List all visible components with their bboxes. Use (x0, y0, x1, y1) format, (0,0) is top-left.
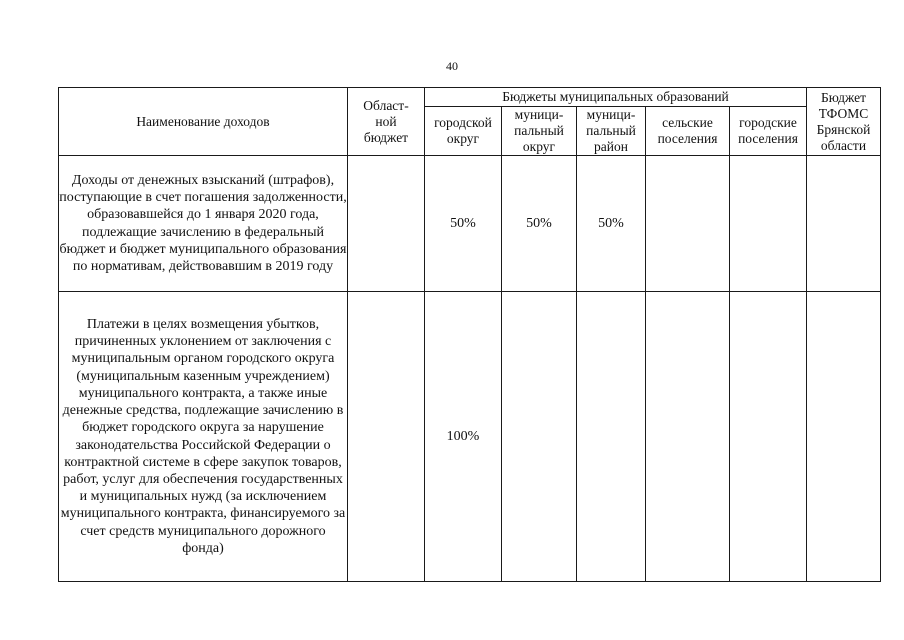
regional-value-cell (348, 292, 425, 582)
header-municipal-area: муници- пальный район (577, 107, 646, 156)
header-municipal-district: муници- пальный округ (502, 107, 577, 156)
urban-settlements-value-cell (730, 292, 807, 582)
page-number: 40 (446, 59, 458, 73)
header-tfoms-budget: Бюджет ТФОМС Брянской области (807, 88, 881, 156)
municipal-district-value-cell: 50% (502, 156, 577, 292)
municipal-area-value-cell: 50% (577, 156, 646, 292)
header-revenue-name: Наименование доходов (59, 88, 348, 156)
urban-settlements-value-cell (730, 156, 807, 292)
header-rural-settlements: сельские поселения (646, 107, 730, 156)
header-city-district: городской округ (425, 107, 502, 156)
regional-value-cell (348, 156, 425, 292)
rural-settlements-value-cell (646, 292, 730, 582)
table-row (59, 156, 881, 292)
header-regional-budget: Област- ной бюджет (348, 88, 425, 156)
header-urban-settlements: городские поселения (730, 107, 807, 156)
rural-settlements-value-cell (646, 156, 730, 292)
city-district-value-cell: 50% (425, 156, 502, 292)
city-district-value-cell: 100% (425, 292, 502, 582)
revenue-name-cell: Доходы от денежных взысканий (штрафов), поступающие в счет погашения задолженности, образовавшейся до 1 января 2020 года, подлежащие зачислению в федеральный бюджет и бюджет муниципального образования по нормативам, действовавшим в 2019 году (59, 156, 348, 292)
table-row (59, 292, 881, 582)
tfoms-value-cell (807, 292, 881, 582)
tfoms-value-cell (807, 156, 881, 292)
revenue-distribution-table (58, 87, 881, 582)
municipal-district-value-cell (502, 292, 577, 582)
revenue-name-cell: Платежи в целях возмещения убытков, причиненных уклонением от заключения с муниципальным органом городского округа (муниципальным казенным учреждением) муниципального контракта, а также иные денежные средства, подлежащие зачислению в бюджет городского округа за нарушение законодательства Российской Федерации о контрактной системе в сфере закупок товаров, работ, услуг для обеспечения государственных и муниципальных нужд (за исключением муниципального контракта, финансируемого за счет средств муниципального дорожного фонда) (59, 292, 348, 582)
municipal-area-value-cell (577, 292, 646, 582)
header-municipal-budgets: Бюджеты муниципальных образований (425, 88, 807, 107)
